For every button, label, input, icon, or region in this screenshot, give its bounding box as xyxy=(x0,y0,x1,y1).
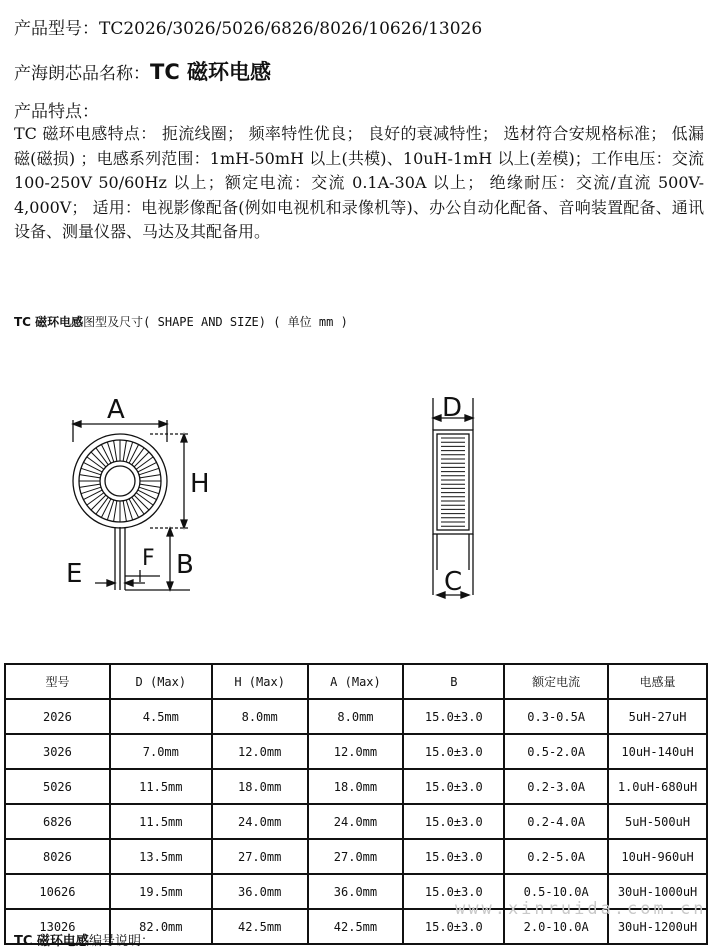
table-row xyxy=(5,699,707,734)
table-cell: 0.2-5.0A xyxy=(504,839,608,874)
header-d-max: D (Max) xyxy=(110,664,212,699)
header-rated-current: 额定电流 xyxy=(504,664,608,699)
table-cell: 42.5mm xyxy=(212,909,308,944)
table-row xyxy=(5,804,707,839)
table-cell: 27.0mm xyxy=(308,839,404,874)
table-cell: 11.5mm xyxy=(110,804,212,839)
table-row xyxy=(5,769,707,804)
product-name-line xyxy=(14,56,271,86)
table-cell: 15.0±3.0 xyxy=(403,839,504,874)
table-cell: 15.0±3.0 xyxy=(403,804,504,839)
label-C: C xyxy=(444,567,463,597)
table-cell: 15.0±3.0 xyxy=(403,769,504,804)
label-B: B xyxy=(176,550,194,580)
features-description: TC 磁环电感特点： 扼流线圈； 频率特性优良； 良好的衰减特性； 选材符合安规格标准； 低漏磁(磁损) ；电感系列范围：1mH-50mH 以上(共模)、10uH-1mH 以上(差模)；工作电压：交流 100-250V 50/60Hz 以上；额定电流：交流 0.1A-30A 以上； 绝缘耐压：交流/直流 500V-4,000V； 适用：电视影像配备(例如电视机和录像机等)、办公自动化配备、音响装置配备、通讯设备、测量仪器、马达及其配备用。 xyxy=(14,124,704,241)
table-cell: 8026 xyxy=(5,839,110,874)
table-cell: 5026 xyxy=(5,769,110,804)
table-cell: 10uH-140uH xyxy=(608,734,707,769)
table-cell: 19.5mm xyxy=(110,874,212,909)
table-cell: 13026 xyxy=(5,909,110,944)
footer-prefix: TC 磁环电感 xyxy=(14,934,89,949)
table-cell: 24.0mm xyxy=(308,804,404,839)
table-cell: 0.3-0.5A xyxy=(504,699,608,734)
table-cell: 18.0mm xyxy=(212,769,308,804)
table-cell: 13.5mm xyxy=(110,839,212,874)
shape-section-title xyxy=(14,313,348,330)
table-cell: 11.5mm xyxy=(110,769,212,804)
table-cell: 27.0mm xyxy=(212,839,308,874)
table-cell: 12.0mm xyxy=(212,734,308,769)
features-title: 产品特点： xyxy=(14,102,99,122)
table-cell: 30uH-1200uH xyxy=(608,909,707,944)
table-cell: 1.0uH-680uH xyxy=(608,769,707,804)
product-name-label: 产海朗芯品名称： xyxy=(14,64,150,84)
table-row xyxy=(5,839,707,874)
shape-title-prefix: TC 磁环电感 xyxy=(14,315,84,329)
table-cell: 82.0mm xyxy=(110,909,212,944)
table-cell: 15.0±3.0 xyxy=(403,734,504,769)
table-cell: 10626 xyxy=(5,874,110,909)
label-F: F xyxy=(142,546,155,571)
product-name-value: TC 磁环电感 xyxy=(150,60,272,84)
table-cell: 0.5-2.0A xyxy=(504,734,608,769)
table-cell: 15.0±3.0 xyxy=(403,909,504,944)
table-cell: 36.0mm xyxy=(308,874,404,909)
table-cell: 0.2-3.0A xyxy=(504,769,608,804)
table-cell: 8.0mm xyxy=(308,699,404,734)
label-A: A xyxy=(107,395,125,425)
table-cell: 15.0±3.0 xyxy=(403,874,504,909)
table-header-row xyxy=(5,664,707,699)
header-a-max: A (Max) xyxy=(308,664,404,699)
label-H: H xyxy=(190,469,210,499)
table-row xyxy=(5,734,707,769)
table-cell: 42.5mm xyxy=(308,909,404,944)
table-cell: 2.0-10.0A xyxy=(504,909,608,944)
table-cell: 0.2-4.0A xyxy=(504,804,608,839)
header-h-max: H (Max) xyxy=(212,664,308,699)
table-cell: 4.5mm xyxy=(110,699,212,734)
label-D: D xyxy=(442,393,463,423)
dimension-drawing xyxy=(0,380,718,610)
header-model: 型号 xyxy=(5,664,110,699)
watermark: www.xinruida.com.cn xyxy=(455,899,707,919)
header-inductance: 电感量 xyxy=(608,664,707,699)
table-cell: 12.0mm xyxy=(308,734,404,769)
table-cell: 3026 xyxy=(5,734,110,769)
table-cell: 2026 xyxy=(5,699,110,734)
table-cell: 8.0mm xyxy=(212,699,308,734)
table-cell: 5uH-500uH xyxy=(608,804,707,839)
header-b: B xyxy=(403,664,504,699)
table-cell: 5uH-27uH xyxy=(608,699,707,734)
table-cell: 30uH-1000uH xyxy=(608,874,707,909)
shape-title-rest: 图型及尺寸( SHAPE AND SIZE) ( 单位 mm ) xyxy=(83,315,348,329)
label-E: E xyxy=(66,559,83,589)
table-cell: 18.0mm xyxy=(308,769,404,804)
model-line: 产品型号：TC2026/3026/5026/6826/8026/10626/13026 xyxy=(14,19,483,39)
table-cell: 36.0mm xyxy=(212,874,308,909)
table-cell: 0.5-10.0A xyxy=(504,874,608,909)
table-cell: 15.0±3.0 xyxy=(403,699,504,734)
table-cell: 24.0mm xyxy=(212,804,308,839)
footer-rest: 编号说明： xyxy=(88,934,154,949)
table-cell: 7.0mm xyxy=(110,734,212,769)
footer-caption xyxy=(14,930,154,949)
table-cell: 6826 xyxy=(5,804,110,839)
table-cell: 10uH-960uH xyxy=(608,839,707,874)
